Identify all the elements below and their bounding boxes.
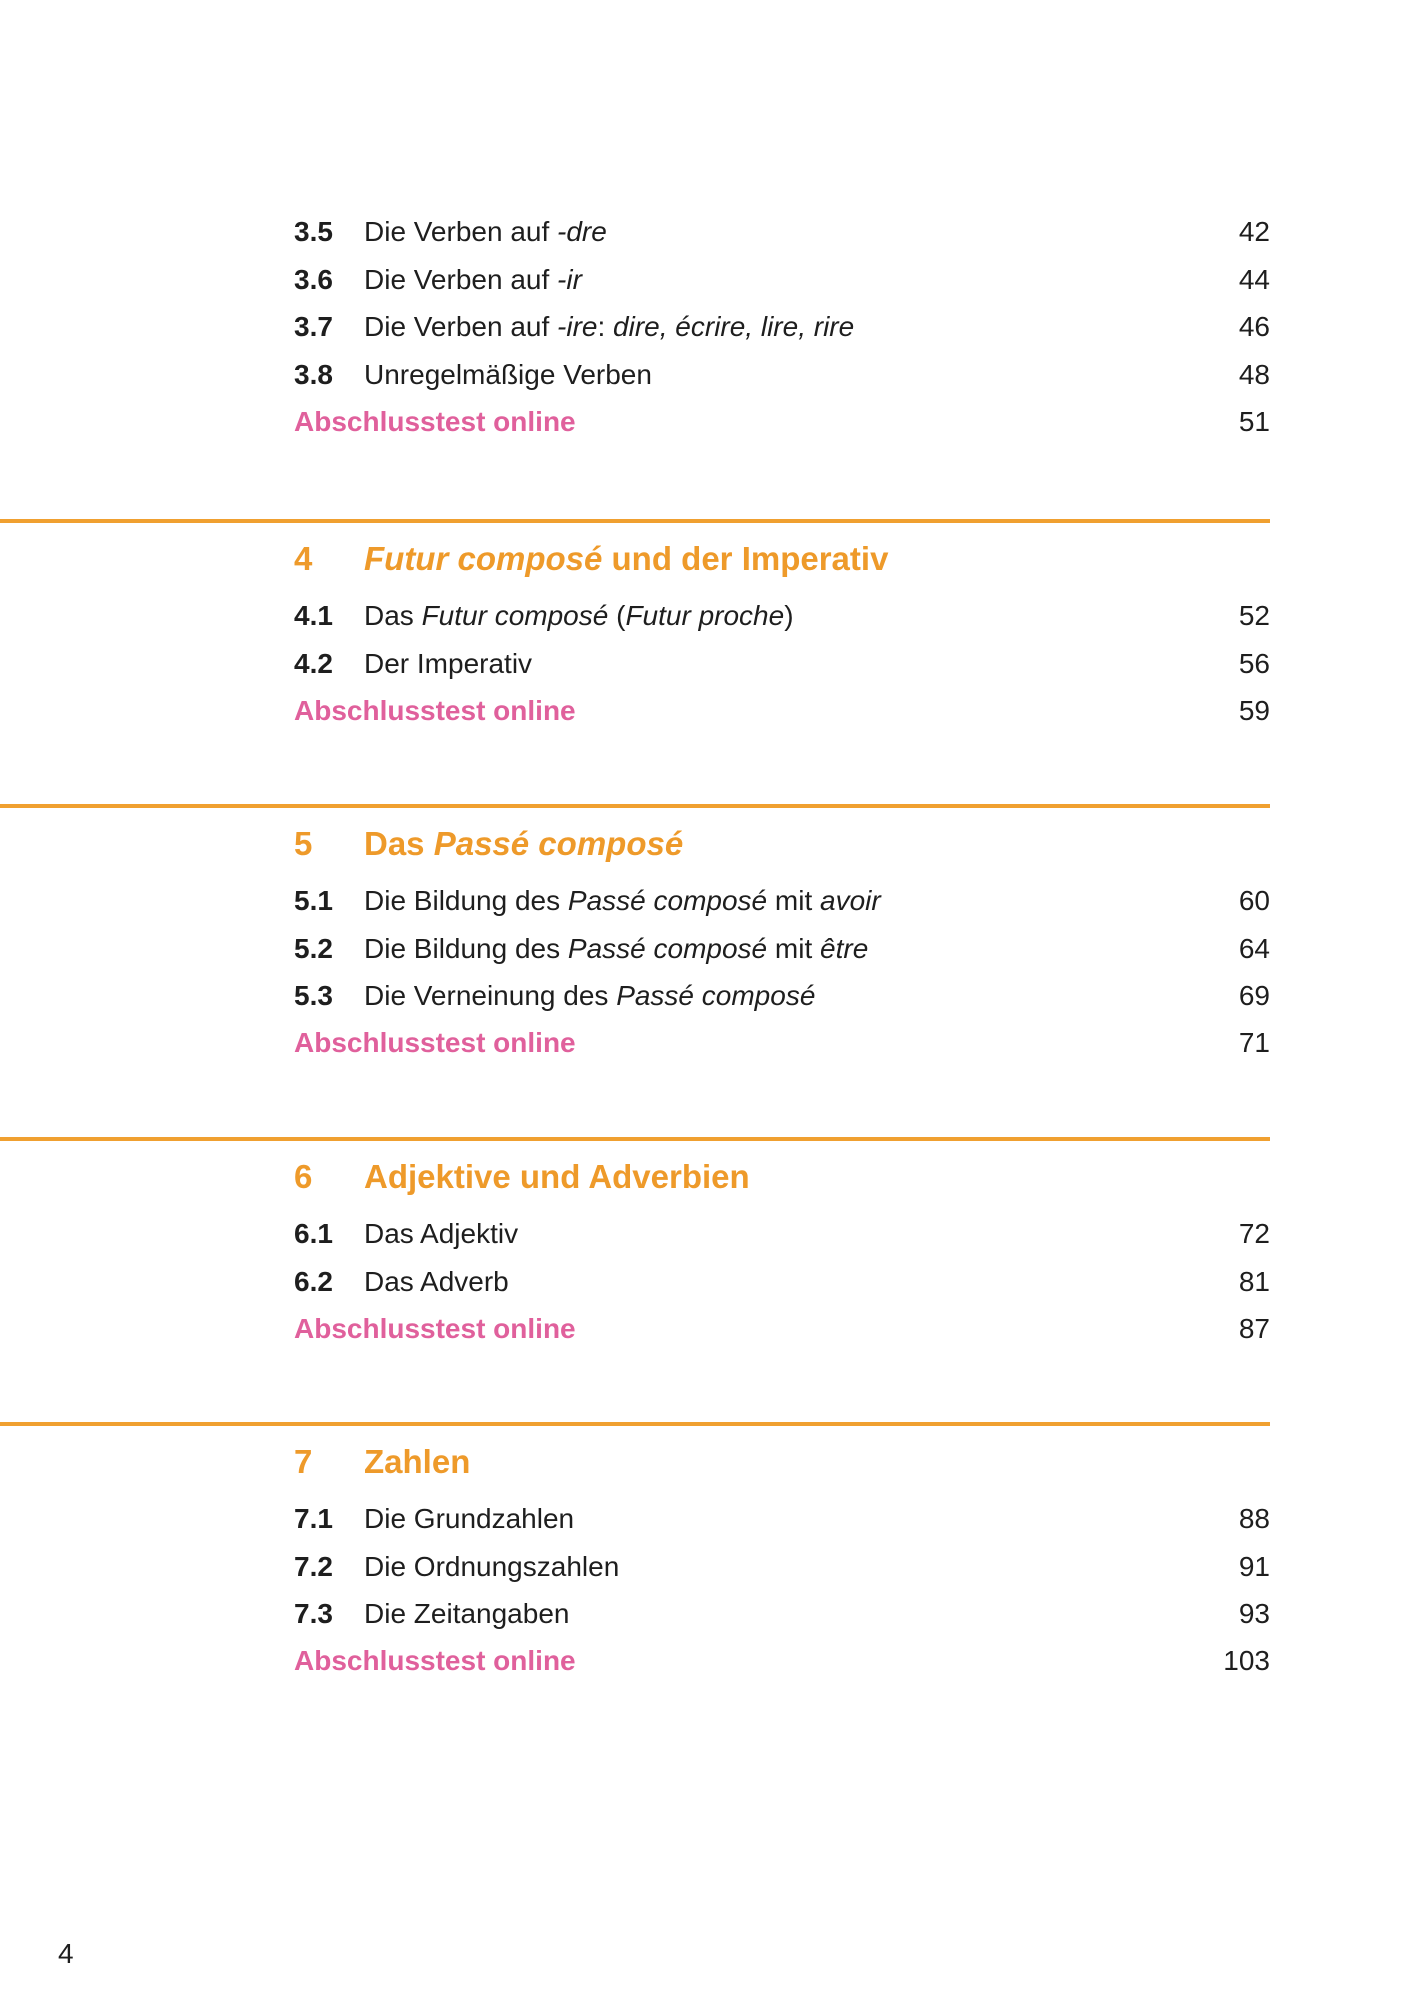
italic-term: Passé composé (567, 932, 768, 964)
chapter-divider (0, 804, 1270, 808)
entry-title (364, 212, 607, 252)
entry-number: 7.3 (294, 1598, 333, 1629)
chapter-heading[interactable] (294, 1154, 1270, 1200)
entry-title (364, 1594, 569, 1634)
title-text: Die Verben auf (364, 263, 558, 295)
chapter-title (364, 821, 683, 867)
italic-term: Futur composé (421, 600, 609, 631)
online-test-page: 51 (1238, 406, 1270, 437)
entry-title (364, 355, 652, 395)
online-test-label: Abschlusstest online (294, 1313, 576, 1344)
italic-term: Futur composé (364, 540, 603, 577)
entry-number: 3.6 (294, 263, 333, 295)
title-text: ) (784, 600, 794, 631)
italic-term: -ire (557, 311, 598, 342)
entry-number: 5.3 (294, 980, 333, 1011)
online-test-label: Abschlusstest online (294, 695, 576, 726)
entry-number: 6.1 (294, 1218, 333, 1249)
entry-page: 88 (1238, 1503, 1270, 1534)
toc-entry[interactable] (294, 307, 1270, 347)
toc-entry[interactable] (294, 355, 1270, 395)
entry-number: 7.2 (294, 1550, 333, 1582)
page-number: 4 (58, 1938, 74, 1969)
entry-title (364, 976, 815, 1016)
italic-term: Passé composé (567, 885, 768, 916)
title-text: Die Ordnungszahlen (364, 1550, 620, 1582)
entry-page: 52 (1238, 600, 1270, 631)
entry-title (364, 1547, 619, 1587)
chapter-divider (0, 519, 1270, 523)
entry-number: 3.8 (294, 358, 333, 390)
italic-term: Passé composé (616, 980, 816, 1011)
entry-number: 4.1 (294, 600, 333, 631)
italic-term: Passé composé (433, 825, 684, 862)
toc-entry[interactable] (294, 1499, 1270, 1539)
title-text: Das Adverb (364, 1265, 509, 1297)
title-text: Die Verben auf (364, 311, 558, 342)
toc-entry[interactable] (294, 976, 1270, 1016)
entry-page: 48 (1238, 358, 1270, 390)
chapter-number: 5 (294, 825, 313, 862)
title-text: Die Bildung des (364, 885, 568, 916)
chapter-heading[interactable] (294, 821, 1270, 867)
online-test-link[interactable] (294, 1309, 1270, 1349)
toc-entry[interactable] (294, 260, 1270, 300)
entry-page: 81 (1238, 1265, 1270, 1297)
entry-number: 7.1 (294, 1503, 333, 1534)
entry-number: 3.7 (294, 311, 333, 342)
title-text: Die Verneinung des (364, 980, 617, 1011)
entry-page: 46 (1238, 311, 1270, 342)
toc-entry[interactable] (294, 1262, 1270, 1302)
chapter-divider (0, 1422, 1270, 1426)
entry-number: 5.1 (294, 885, 333, 916)
toc-entry[interactable] (294, 212, 1270, 252)
title-text: Zahlen (364, 1443, 471, 1480)
title-text: Die Bildung des (364, 932, 568, 964)
toc-entry[interactable] (294, 929, 1270, 969)
title-text: mit (767, 885, 821, 916)
chapter-number: 4 (294, 540, 313, 577)
italic-term: avoir (820, 885, 881, 916)
title-text: Adjektive und Adverbien (364, 1158, 750, 1195)
online-test-label: Abschlusstest online (294, 1027, 576, 1058)
italic-term: être (820, 932, 869, 964)
italic-term: -ir (557, 263, 582, 295)
entry-page: 56 (1238, 647, 1270, 679)
italic-term: dire, écrire, lire, rire (613, 311, 855, 342)
chapter-heading[interactable] (294, 1439, 1270, 1485)
entry-page: 91 (1238, 1550, 1270, 1582)
entry-number: 4.2 (294, 647, 333, 679)
entry-title (364, 596, 794, 636)
chapter-divider (0, 1137, 1270, 1141)
title-text: Die Grundzahlen (364, 1503, 575, 1534)
chapter-number: 7 (294, 1443, 313, 1480)
italic-term: -dre (557, 216, 607, 247)
title-text: : (597, 311, 614, 342)
online-test-link[interactable] (294, 1641, 1270, 1681)
online-test-label: Abschlusstest online (294, 406, 576, 437)
entry-title (364, 1499, 574, 1539)
toc-entry[interactable] (294, 644, 1270, 684)
online-test-link[interactable] (294, 402, 1270, 442)
chapter-title (364, 536, 888, 582)
title-text: Das Adjektiv (364, 1218, 519, 1249)
italic-term: Futur proche (625, 600, 785, 631)
entry-number: 3.5 (294, 216, 333, 247)
entry-page: 42 (1238, 216, 1270, 247)
entry-number: 5.2 (294, 932, 333, 964)
online-test-page: 87 (1238, 1313, 1270, 1344)
online-test-page: 59 (1238, 695, 1270, 726)
online-test-label: Abschlusstest online (294, 1645, 576, 1676)
chapter-number: 6 (294, 1158, 313, 1195)
title-text: Unregelmäßige Verben (364, 358, 652, 390)
title-text: und der Imperativ (602, 540, 889, 577)
title-text: Die Verben auf (364, 216, 558, 247)
toc-entry[interactable] (294, 1547, 1270, 1587)
entry-page: 64 (1238, 932, 1270, 964)
entry-title (364, 929, 868, 969)
entry-title (364, 260, 582, 300)
chapter-title (364, 1439, 470, 1485)
toc-entry[interactable] (294, 1214, 1270, 1254)
chapter-title (364, 1154, 750, 1200)
entry-title (364, 1262, 509, 1302)
online-test-link[interactable] (294, 691, 1270, 731)
online-test-link[interactable] (294, 1023, 1270, 1063)
toc-entry[interactable] (294, 881, 1270, 921)
title-text: Das (364, 825, 434, 862)
entry-page: 72 (1238, 1218, 1270, 1249)
title-text: mit (767, 932, 821, 964)
entry-page: 44 (1238, 263, 1270, 295)
title-text: ( (608, 600, 626, 631)
entry-page: 60 (1238, 885, 1270, 916)
title-text: Der Imperativ (364, 647, 533, 679)
online-test-page: 71 (1238, 1027, 1270, 1058)
entry-page: 69 (1238, 980, 1270, 1011)
toc-entry[interactable] (294, 596, 1270, 636)
title-text: Das (364, 600, 422, 631)
entry-page: 93 (1238, 1598, 1270, 1629)
entry-title (364, 307, 854, 347)
chapter-heading[interactable] (294, 536, 1270, 582)
entry-title (364, 1214, 518, 1254)
online-test-page: 103 (1223, 1645, 1270, 1676)
title-text: Die Zeitangaben (364, 1598, 570, 1629)
entry-title (364, 881, 881, 921)
entry-number: 6.2 (294, 1265, 333, 1297)
entry-title (364, 644, 532, 684)
toc-entry[interactable] (294, 1594, 1270, 1634)
